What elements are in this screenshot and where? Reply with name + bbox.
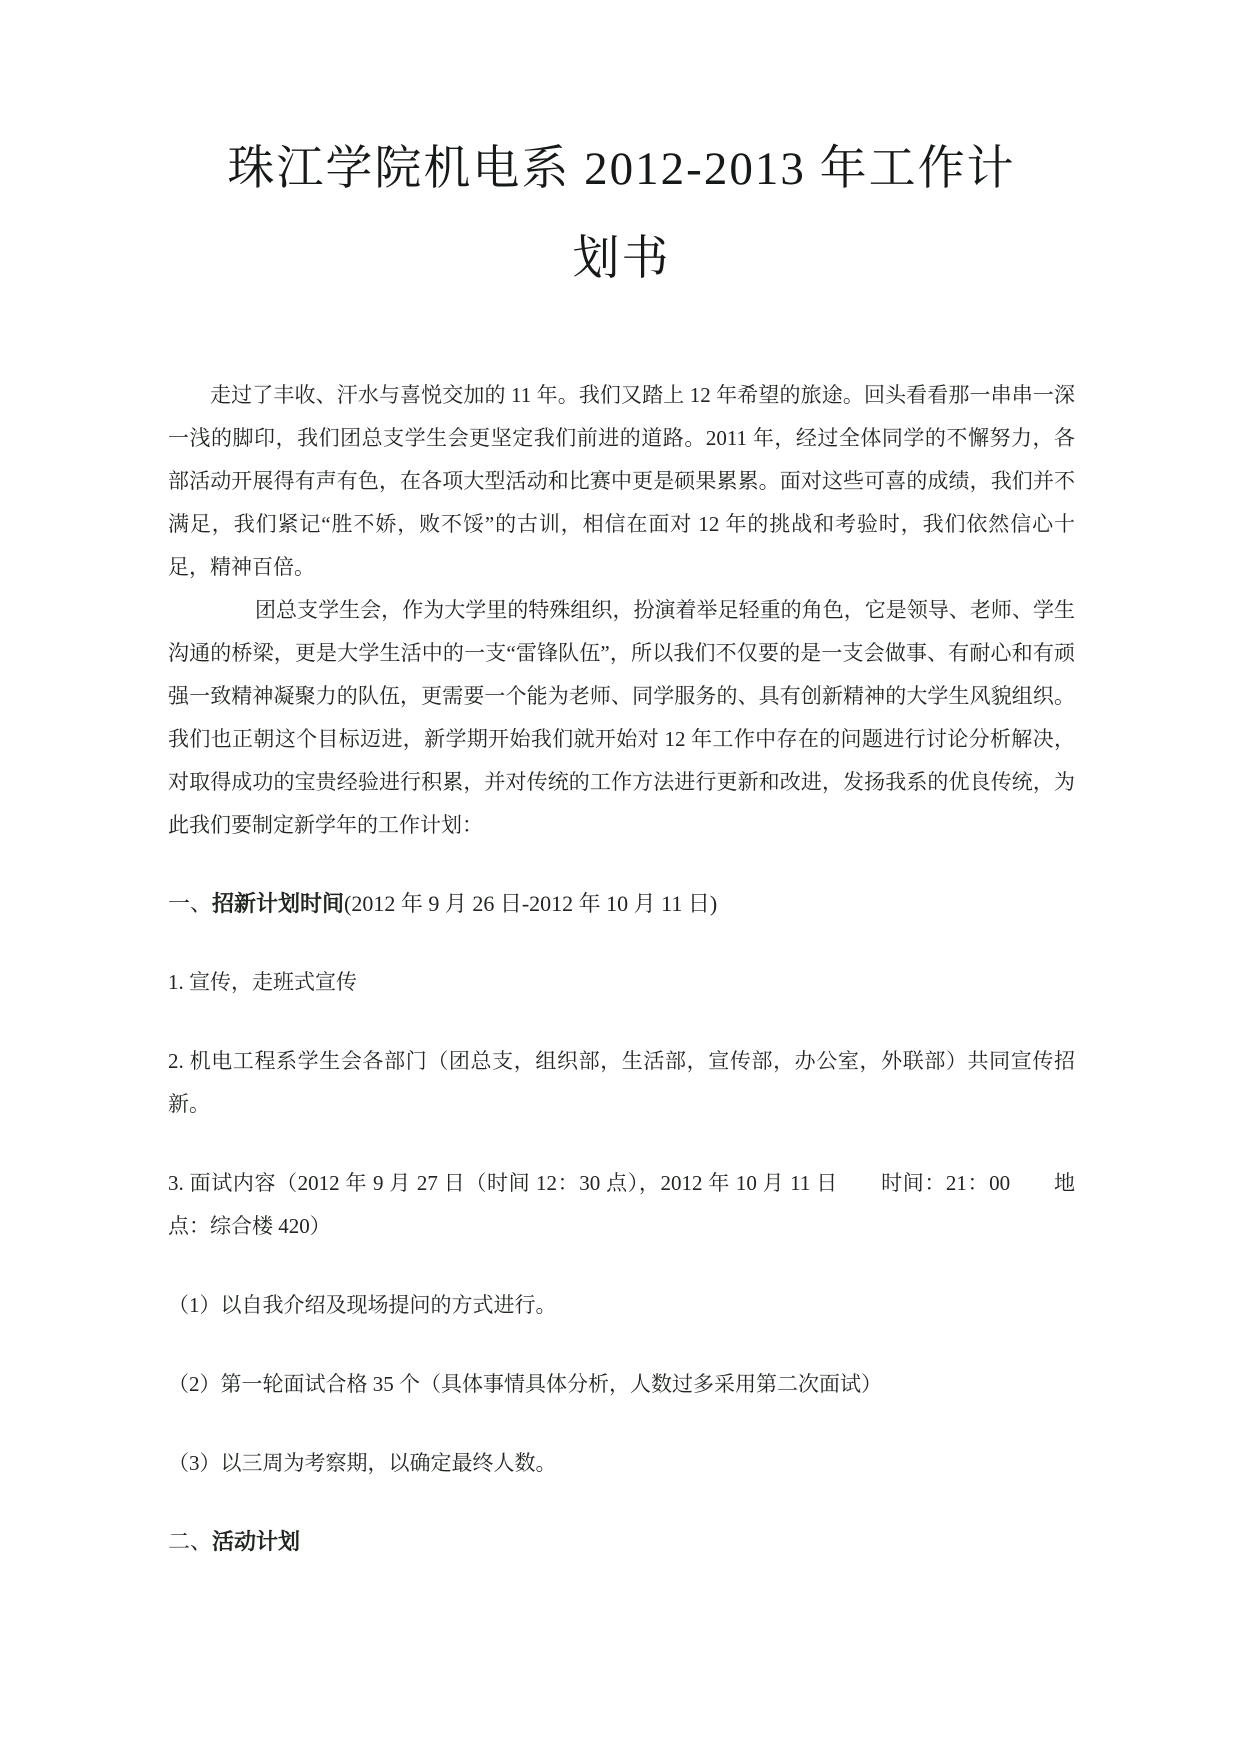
section-2-title: 活动计划 bbox=[212, 1529, 301, 1554]
sub-item-3: （3）以三周为考察期，以确定最终人数。 bbox=[168, 1451, 557, 1475]
sub-item-1: （1）以自我介绍及现场提问的方式进行。 bbox=[168, 1293, 557, 1317]
section-2-number: 二、 bbox=[168, 1529, 213, 1554]
intro-paragraph-2: 团总支学生会，作为大学里的特殊组织，扮演着举足轻重的角色，它是领导、老师、学生沟通的桥梁，更是大学生活中的一支“雷锋队伍”，所以我们不仅要的是一支会做事、有耐心和有顽强一致精神凝聚力的队伍，更需要一个能为老师、同学服务的、具有创新精神的大学生风貌组织。我们也正朝这个目标迈进，新学期开始我们就开始对 12 年工作中存在的问题进行讨论分析解决，对取得成功的宝贵经验进行积累，并对传统的工作方法进行更新和改进，发扬我系的优良传统，为此我们要制定新学年的工作计划： bbox=[168, 598, 1075, 837]
section-1-title: 招新计划时间 bbox=[212, 891, 345, 916]
section-1-dates: (2012 年 9 月 26 日-2012 年 10 月 11 日) bbox=[344, 891, 718, 916]
list-item-2: 2. 机电工程系学生会各部门（团总支，组织部，生活部，宣传部，办公室，外联部）共同宣传招新。 bbox=[168, 1049, 1075, 1116]
document-title-line2: 划书 bbox=[572, 233, 671, 285]
sub-item-2: （2）第一轮面试合格 35 个（具体事情具体分析，人数过多采用第二次面试） bbox=[168, 1372, 882, 1396]
document-title-line1: 珠江学院机电系 2012-2013 年工作计 bbox=[227, 143, 1016, 195]
document-title bbox=[168, 124, 1075, 304]
list-item-3: 3. 面试内容（2012 年 9 月 27 日（时间 12：30 点），2012 年 10 月 11 日 时间：21：00 地点：综合楼 420） bbox=[168, 1171, 1075, 1238]
document-body bbox=[168, 374, 1075, 1563]
section-1-number: 一、 bbox=[168, 891, 213, 916]
section-heading-1 bbox=[168, 882, 1075, 925]
section-heading-2 bbox=[168, 1520, 1075, 1563]
intro-paragraph-1: 走过了丰收、汗水与喜悦交加的 11 年。我们又踏上 12 年希望的旅途。回头看看那一串串一深一浅的脚印，我们团总支学生会更坚定我们前进的道路。2011 年，经过全体同学的不懈努力，各部活动开展得有声有色，在各项大型活动和比赛中更是硕果累累。面对这些可喜的成绩，我们并不满足，我们紧记“胜不娇，败不馁”的古训，相信在面对 12 年的挑战和考验时，我们依然信心十足，精神百倍。 bbox=[168, 383, 1075, 579]
list-item-1: 1. 宣传，走班式宣传 bbox=[168, 970, 357, 994]
